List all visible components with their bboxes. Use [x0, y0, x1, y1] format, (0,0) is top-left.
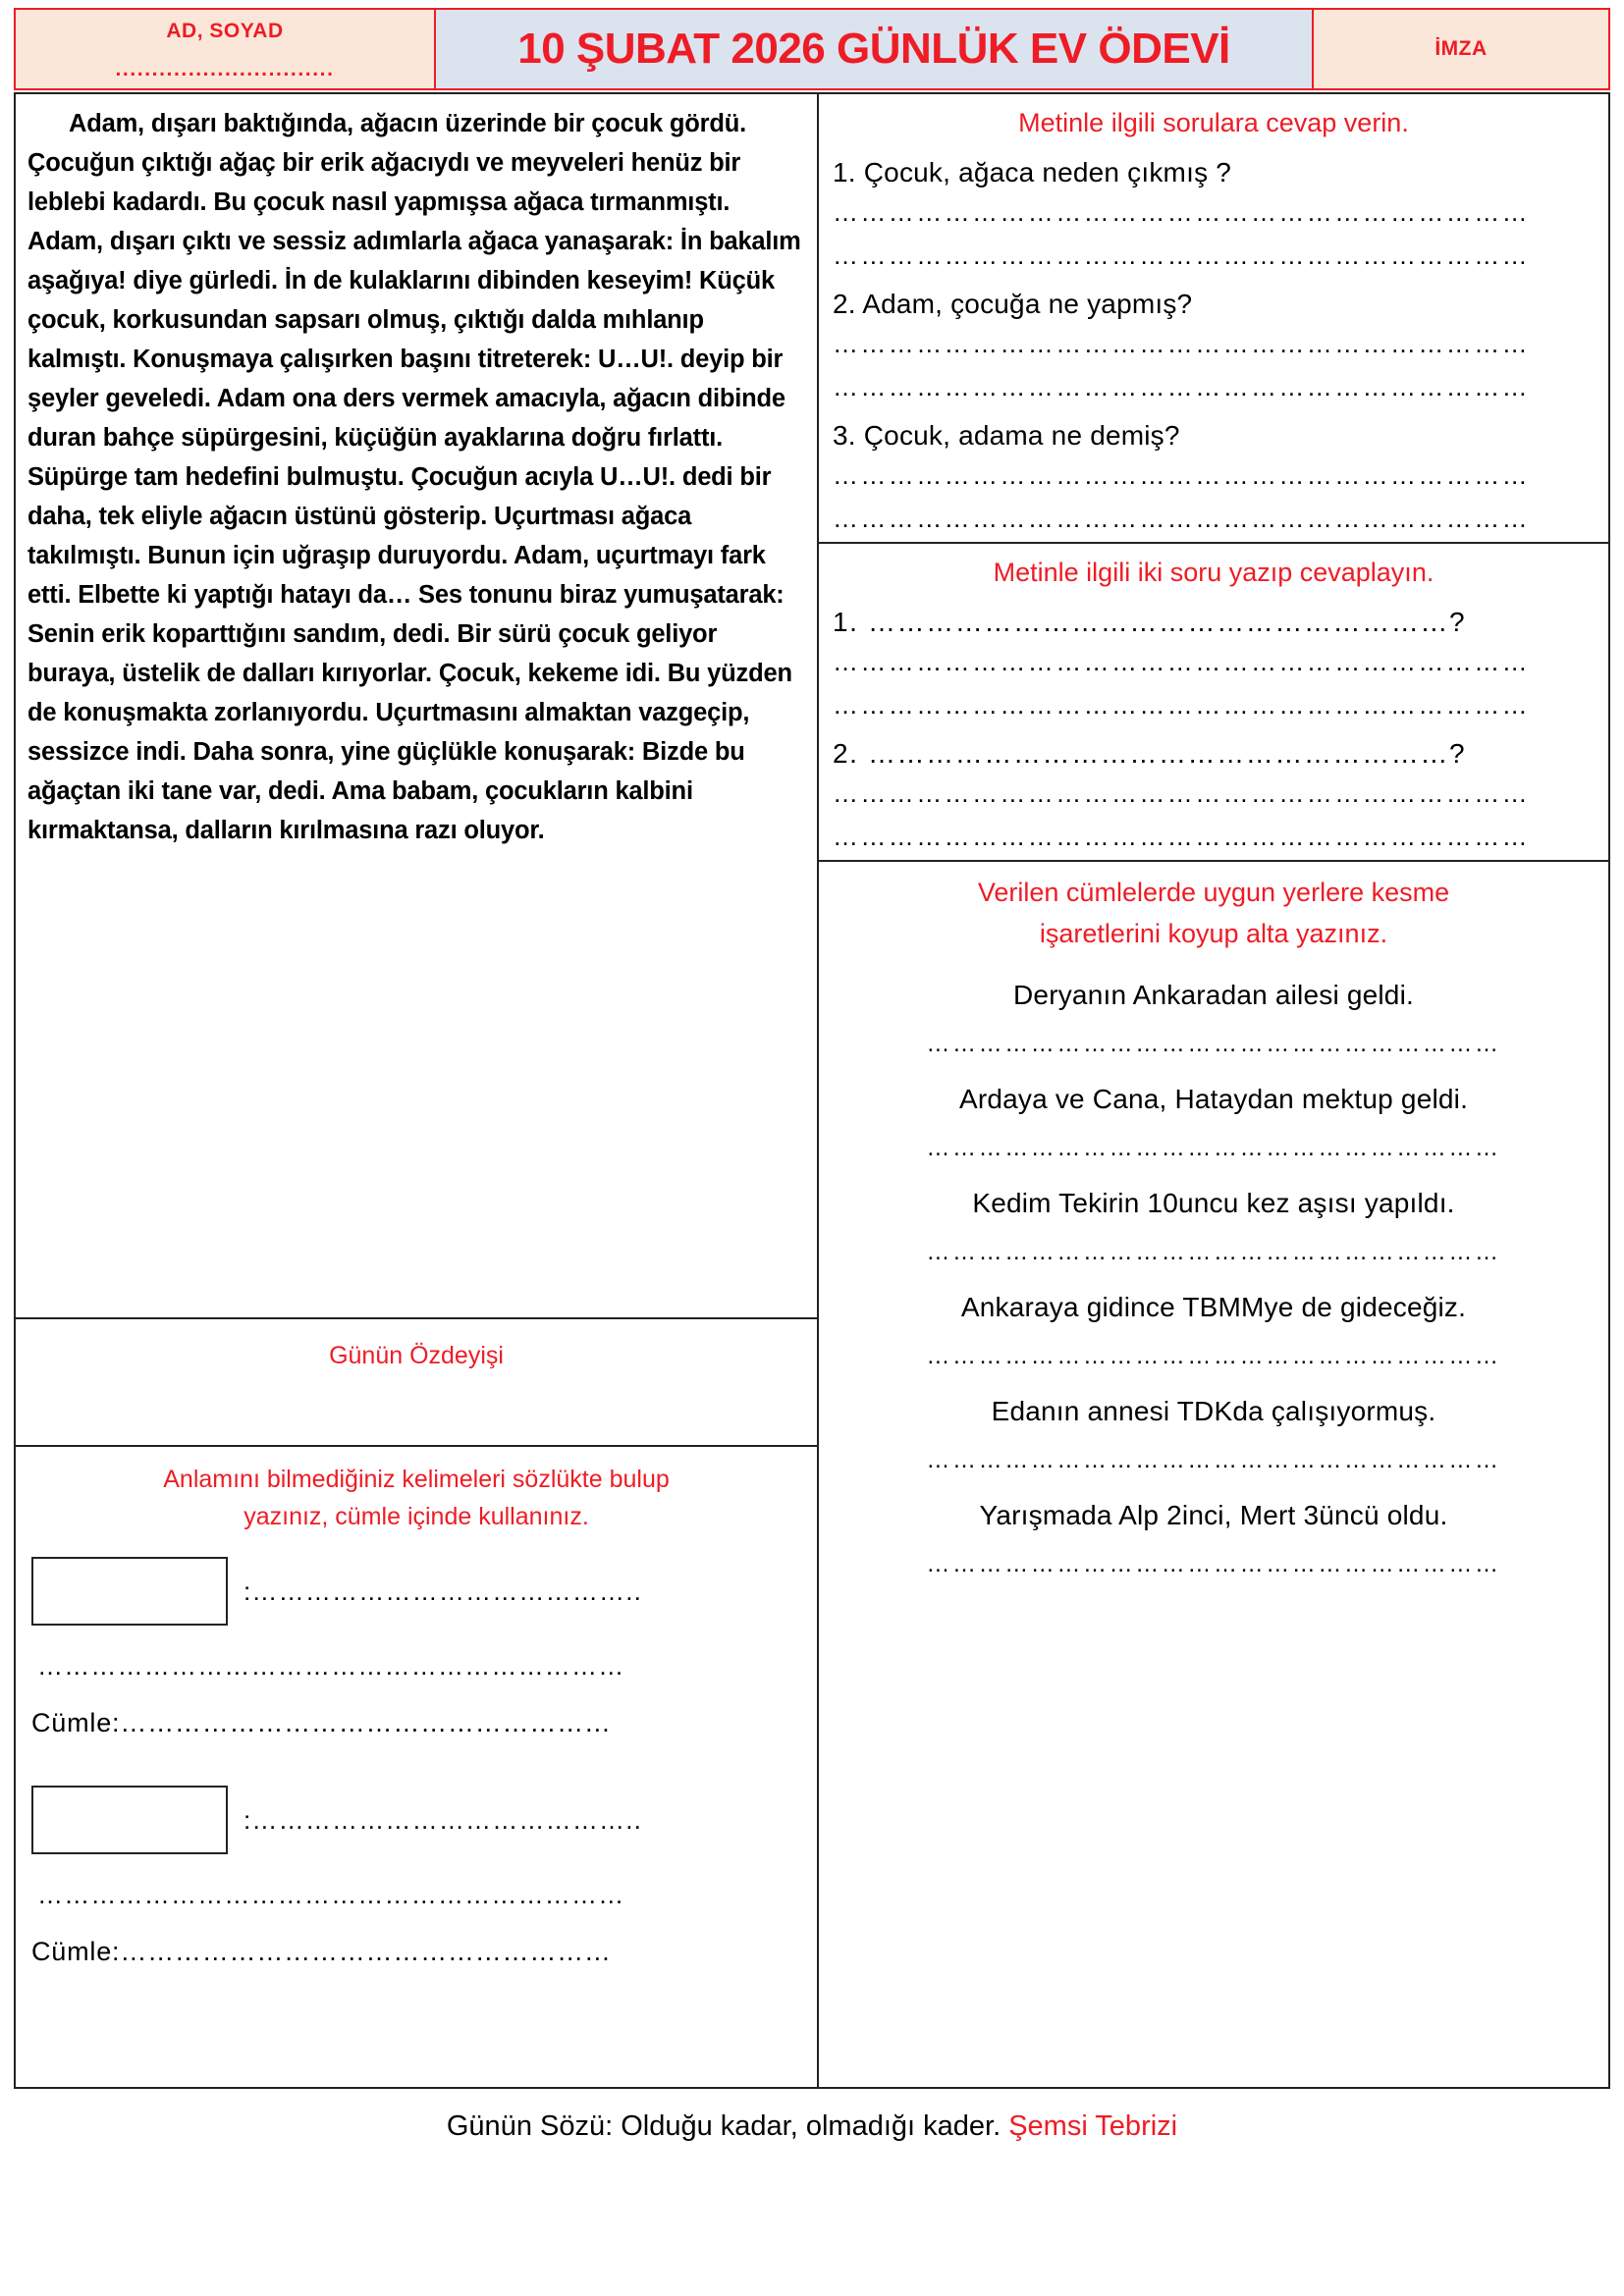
dictionary-section	[16, 1447, 817, 2087]
apostrophe-sentence-2: Ardaya ve Cana, Hataydan mektup geldi.	[958, 1084, 1469, 1114]
student-name-label: AD, SOYAD	[166, 19, 284, 42]
motto-section[interactable]	[16, 1317, 817, 1447]
word-meaning-blank-2-cont[interactable]: …………………………………………………………	[37, 1880, 625, 1909]
word-meaning-blank-2[interactable]: :……………………………………..	[244, 1805, 643, 1835]
write-question-1-number: 1.	[833, 607, 859, 637]
dictionary-entry-2	[31, 1786, 801, 1854]
answer-blank-3b[interactable]: …………………………………………………………………	[833, 504, 1530, 533]
answer-blank-3a[interactable]: …………………………………………………………………	[833, 460, 1530, 490]
question-1-text: Çocuk, ağaca neden çıkmış ?	[863, 157, 1232, 187]
answer-blank-2a[interactable]: …………………………………………………………………	[833, 329, 1530, 358]
write-question-2[interactable]	[833, 738, 1595, 770]
worksheet-body	[14, 92, 1610, 2089]
apostrophe-sentence-4: Ankaraya gidince TBMMye de gideceğiz.	[960, 1292, 1467, 1322]
question-2-text: Adam, çocuğa ne yapmış?	[862, 289, 1193, 319]
write-answer-blank-1a[interactable]: …………………………………………………………………	[833, 647, 1530, 676]
left-column	[16, 94, 819, 2087]
write-answer-blank-2a[interactable]: …………………………………………………………………	[833, 778, 1530, 808]
question-1-number: 1.	[833, 157, 856, 187]
write-questions-section	[819, 544, 1608, 862]
apostrophe-sentence-6: Yarışmada Alp 2inci, Mert 3üncü oldu.	[979, 1500, 1448, 1530]
apostrophe-heading-line2: işaretlerini koyup alta yazınız.	[1039, 919, 1388, 948]
footer-quote-author: Şemsi Tebrizi	[1008, 2110, 1178, 2142]
apostrophe-sentence-1: Deryanın Ankaradan ailesi geldi.	[1013, 980, 1414, 1010]
footer-quote	[14, 2110, 1610, 2143]
apostrophe-answer-blank-4[interactable]: …………………………………………………………	[926, 1343, 1501, 1369]
answer-blank-1a[interactable]: …………………………………………………………………	[833, 197, 1530, 227]
sentence-line-2[interactable]	[31, 1937, 801, 1967]
right-column	[819, 94, 1608, 2087]
word-input-box-2[interactable]	[31, 1786, 228, 1854]
signature-label: İMZA	[1435, 37, 1488, 60]
apostrophe-sentence-3: Kedim Tekirin 10uncu kez aşısı yapıldı.	[972, 1188, 1455, 1218]
sentence-blank-1[interactable]: ………………………………………………	[120, 1708, 612, 1737]
write-questions-heading: Metinle ilgili iki soru yazıp cevaplayın.	[993, 558, 1435, 587]
comprehension-heading: Metinle ilgili sorulara cevap verin.	[1018, 108, 1409, 137]
apostrophe-item-6	[837, 1500, 1591, 1578]
apostrophe-item-4	[837, 1292, 1591, 1370]
write-question-1[interactable]	[833, 607, 1595, 638]
apostrophe-exercise-section	[819, 862, 1608, 2087]
apostrophe-item-2	[837, 1084, 1591, 1162]
question-2-number: 2.	[833, 289, 856, 319]
footer-quote-text: Günün Sözü: Olduğu kadar, olmadığı kader.	[446, 2110, 1001, 2142]
write-answer-blank-2b[interactable]: …………………………………………………………………	[833, 822, 1530, 851]
apostrophe-item-3	[837, 1188, 1591, 1266]
question-3-text: Çocuk, adama ne demiş?	[863, 420, 1180, 451]
word-meaning-blank-1[interactable]: :……………………………………..	[244, 1576, 643, 1606]
motto-heading: Günün Özdeyişi	[329, 1342, 504, 1369]
dictionary-entry-1	[31, 1557, 801, 1626]
sentence-line-1[interactable]	[31, 1708, 801, 1738]
apostrophe-answer-blank-3[interactable]: …………………………………………………………	[926, 1239, 1501, 1265]
sentence-label-1: Cümle:	[31, 1708, 121, 1737]
worksheet-title-cell	[436, 10, 1314, 88]
write-answer-blank-1b[interactable]: …………………………………………………………………	[833, 690, 1530, 720]
apostrophe-heading-line1: Verilen cümlelerde uygun yerlere kesme	[977, 878, 1450, 907]
write-question-1-blank[interactable]: ……………………………………………………?	[867, 607, 1467, 637]
signature-cell[interactable]	[1314, 10, 1608, 88]
write-question-2-number: 2.	[833, 738, 859, 769]
student-name-cell[interactable]	[16, 10, 436, 88]
apostrophe-item-5	[837, 1396, 1591, 1474]
apostrophe-answer-blank-1[interactable]: …………………………………………………………	[926, 1031, 1501, 1057]
word-input-box-1[interactable]	[31, 1557, 228, 1626]
student-name-blank[interactable]: ..............................	[115, 58, 335, 80]
question-2	[833, 289, 1595, 320]
word-meaning-blank-1-cont[interactable]: …………………………………………………………	[37, 1651, 625, 1681]
question-3-number: 3.	[833, 420, 856, 451]
write-question-2-blank[interactable]: ……………………………………………………?	[867, 738, 1467, 769]
reading-passage: Adam, dışarı baktığında, ağacın üzerinde bir çocuk gördü. Çocuğun çıktığı ağaç bir erik ağacıydı ve meyveleri henüz bir leblebi kadardı. Bu çocuk nasıl yapmışsa ağaca tırmanmıştı. Adam, dışarı çıktı ve sessiz adımlarla ağaca yanaşarak: İn bakalım aşağıya! diye gürledi. İn de kulaklarını dibinden keseyim! Küçük çocuk, korkusundan sapsarı olmuş, çıktığı dalda mıhlanıp kalmıştı. Konuşmaya çalışırken başını titreterek: U…U!. deyip bir şeyler geveledi. Adam ona ders vermek amacıyla, ağacın dibinde duran bahçe süpürgesini, küçüğün ayaklarına doğru fırlattı. Süpürge tam hedefini bulmuştu. Çocuğun acıyla U…U!. dedi bir daha, tek eliyle ağacın üstünü gösterip. Uçurtması ağaca takılmıştı. Bunun için uğraşıp duruyordu. Adam, uçurtmayı fark etti. Elbette ki yaptığı hatayı da… Ses tonunu biraz yumuşatarak: Senin erik koparttığını sandım, dedi. Bir sürü çocuk geliyor buraya, üstelik de dalları kırıyorlar. Çocuk, kekeme idi. Bu yüzden de konuşmakta zorlanıyordu. Uçurtmasını almaktan vazgeçip, sessizce indi. Daha sonra, yine güçlükle konuşarak: Bizde bu ağaçtan iki tane var, dedi. Ama babam, çocukların kalbini kırmaktansa, dalların kırılmasına razı oluyor.	[27, 110, 801, 844]
worksheet-header	[14, 8, 1610, 90]
sentence-blank-2[interactable]: ………………………………………………	[120, 1937, 612, 1966]
question-1	[833, 157, 1595, 188]
question-3	[833, 420, 1595, 452]
answer-blank-2b[interactable]: …………………………………………………………………	[833, 372, 1530, 401]
comprehension-questions-section	[819, 94, 1608, 544]
sentence-label-2: Cümle:	[31, 1937, 121, 1966]
dictionary-heading-line1: Anlamını bilmediğiniz kelimeleri sözlükte bulup	[163, 1466, 670, 1493]
apostrophe-answer-blank-5[interactable]: …………………………………………………………	[926, 1447, 1501, 1473]
apostrophe-item-1	[837, 980, 1591, 1058]
apostrophe-answer-blank-2[interactable]: …………………………………………………………	[926, 1135, 1501, 1161]
apostrophe-answer-blank-6[interactable]: …………………………………………………………	[926, 1551, 1501, 1577]
apostrophe-sentence-5: Edanın annesi TDKda çalışıyormuş.	[991, 1396, 1436, 1426]
page-title: 10 ŞUBAT 2026 GÜNLÜK EV ÖDEVİ	[517, 25, 1230, 73]
dictionary-heading-line2: yazınız, cümle içinde kullanınız.	[244, 1503, 589, 1530]
answer-blank-1b[interactable]: …………………………………………………………………	[833, 240, 1530, 270]
